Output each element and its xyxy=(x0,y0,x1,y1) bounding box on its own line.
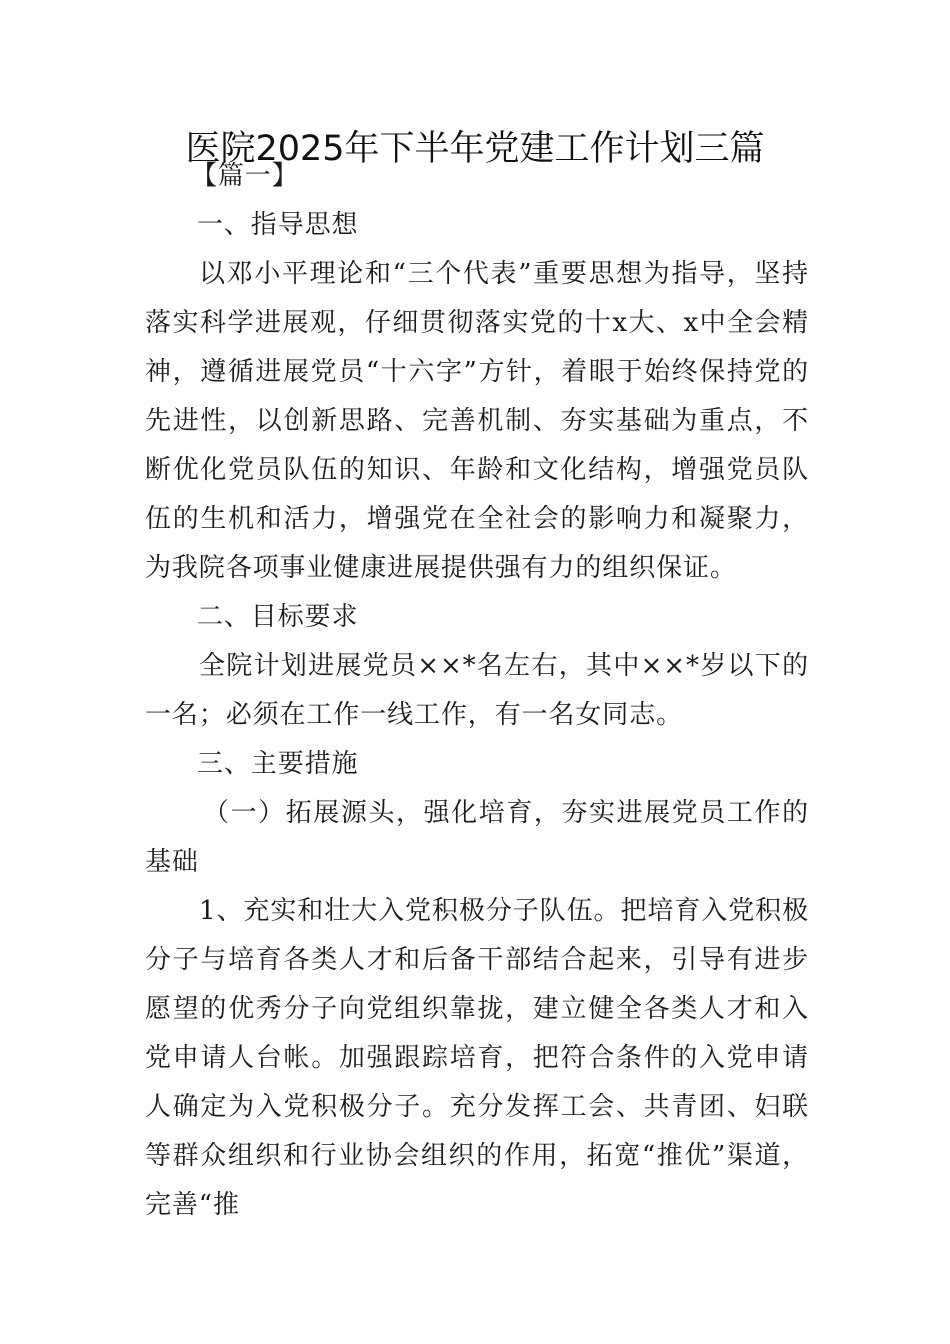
paragraph-target-requirements: 全院计划进展党员××*名左右，其中××*岁以下的一名；必须在工作一线工作，有一名女同志。 xyxy=(145,651,809,730)
paragraph-guiding-ideology: 以邓小平理论和“三个代表”重要思想为指导，坚持落实科学进展观，仔细贯彻落实党的十x大、x中全会精神，遵循进展党员“十六字”方针，着眼于始终保持党的先进性，以创新思路、完善机制、夯实基础为重点，不断优化党员队伍的知识、年龄和文化结构，增强党员队伍的生机和活力，增强党在全社会的影响力和凝聚力，为我院各项事业健康进展提供强有力的组织保证。 xyxy=(145,259,809,583)
subheading-expand-sources: （一）拓展源头，强化培育，夯实进展党员工作的基础 xyxy=(145,798,809,877)
document-body xyxy=(145,152,809,1230)
heading-main-measures: 三、主要措施 xyxy=(197,749,359,779)
heading-guiding-ideology: 一、指导思想 xyxy=(197,210,359,240)
heading-target-requirements: 二、目标要求 xyxy=(197,602,359,632)
section-label: 【篇一】 xyxy=(191,161,299,191)
paragraph-activist-team: 1、充实和壮大入党积极分子队伍。把培育入党积极分子与培育各类人才和后备干部结合起来，引导有进步愿望的优秀分子向党组织靠拢，建立健全各类人才和入党申请人台帐。加强跟踪培育，把符合条件的入党申请人确定为入党积极分子。充分发挥工会、共青团、妇联等群众组织和行业协会组织的作用，拓宽“推优”渠道，完善“推 xyxy=(145,896,809,1220)
document-title: 医院2025年下半年党建工作计划三篇 xyxy=(185,129,765,169)
